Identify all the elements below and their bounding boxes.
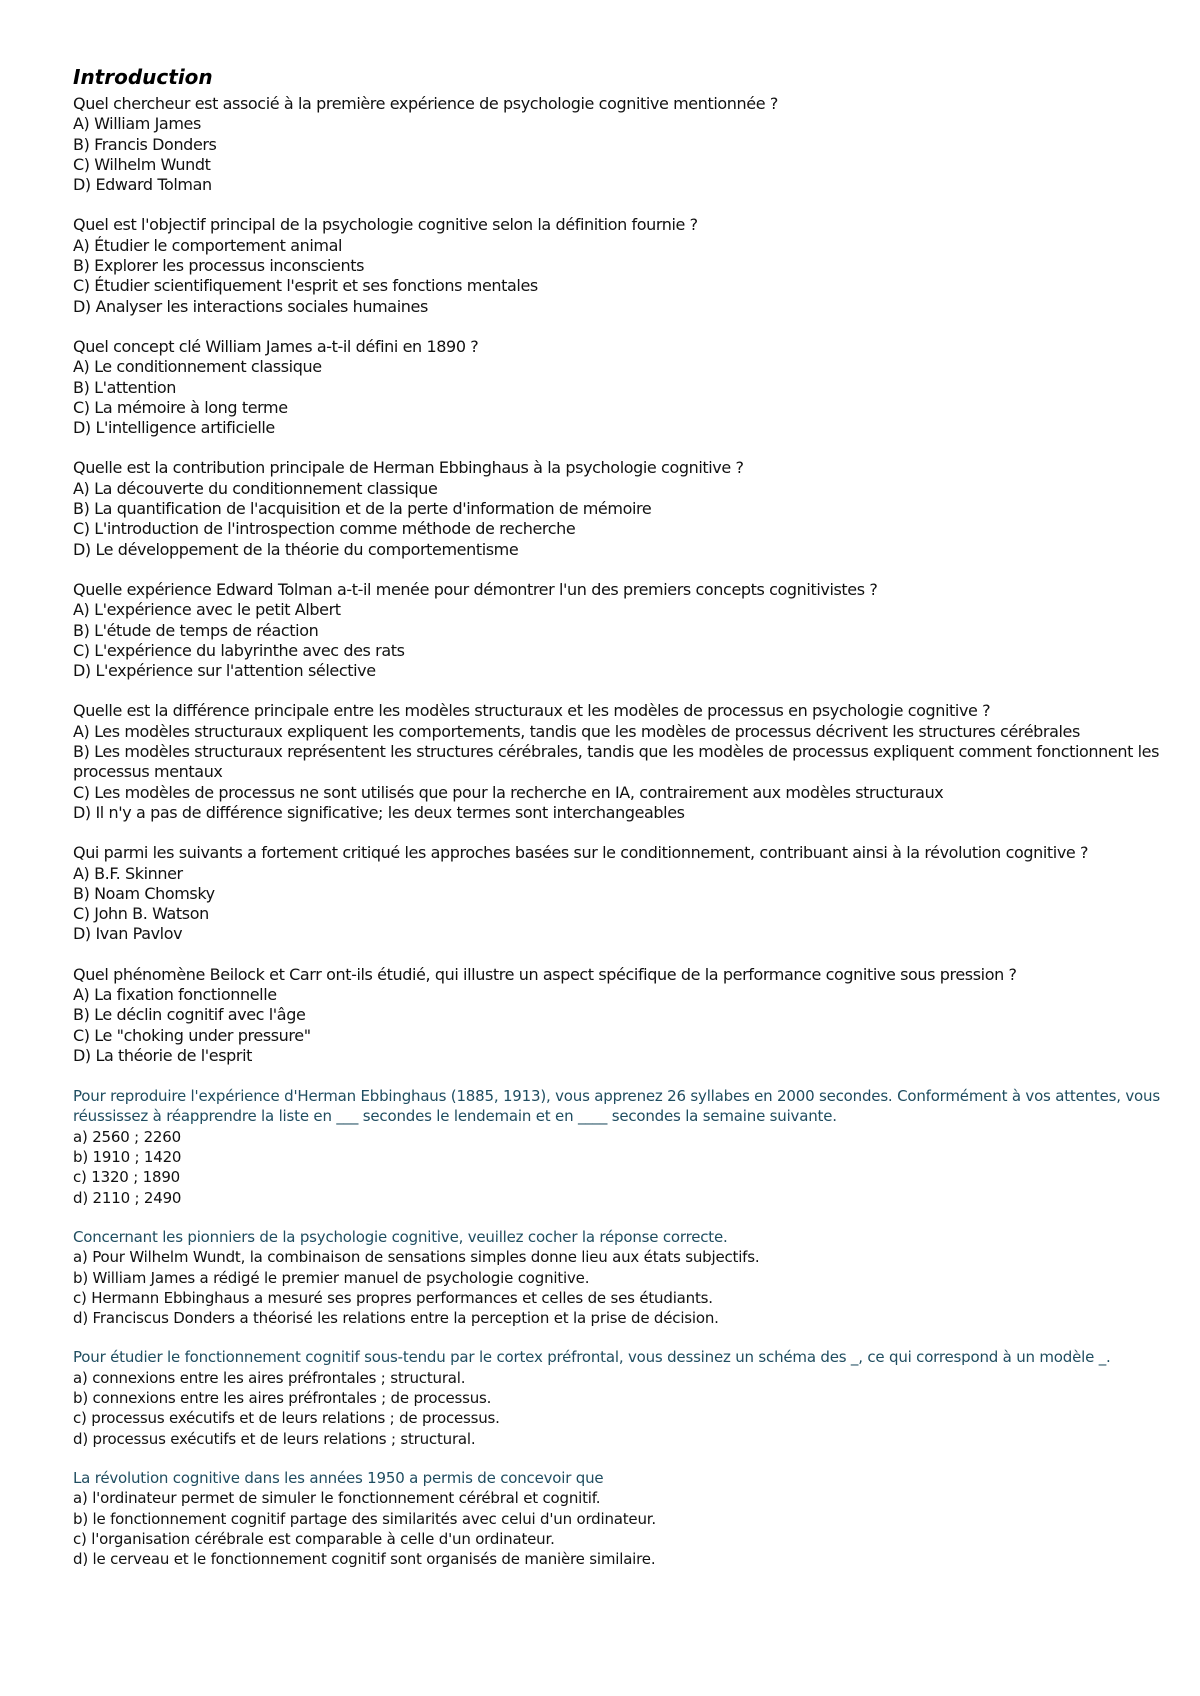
answer-option: C) Le "choking under pressure" [73, 1025, 311, 1045]
answer-option: b) William James a rédigé le premier manuel de psychologie cognitive. [73, 1268, 590, 1287]
answer-option: D) Analyser les interactions sociales humaines [73, 296, 428, 316]
answer-option: d) processus exécutifs et de leurs relations ; structural. [73, 1429, 476, 1448]
question-spacer [73, 1208, 1160, 1227]
answer-option: c) processus exécutifs et de leurs relations ; de processus. [73, 1409, 500, 1428]
answer-option: b) 1910 ; 1420 [73, 1148, 182, 1167]
question-block [73, 1227, 1160, 1328]
answer-option: C) Wilhelm Wundt [73, 154, 211, 174]
answer-option: A) L'expérience avec le petit Albert [73, 600, 341, 620]
answer-option: c) 1320 ; 1890 [73, 1168, 181, 1187]
answer-option: A) La fixation fonctionnelle [73, 984, 277, 1004]
answer-option: B) Francis Donders [73, 134, 217, 154]
answer-option: C) L'expérience du labyrinthe avec des rats [73, 640, 405, 660]
answer-option: a) l'ordinateur permet de simuler le fonctionnement cérébral et cognitif. [73, 1489, 601, 1508]
answer-option: D) L'expérience sur l'attention sélective [73, 661, 376, 681]
question-block [73, 843, 1160, 944]
answer-option: A) La découverte du conditionnement classique [73, 478, 438, 498]
question-spacer [73, 823, 1160, 843]
question-text: Quel est l'objectif principal de la psychologie cognitive selon la définition fournie ? [73, 215, 698, 235]
question-text: Quel phénomène Beilock et Carr ont-ils étudié, qui illustre un aspect spécifique de la performance cognitive sous pression ? [73, 964, 1017, 984]
answer-option: B) Explorer les processus inconscients [73, 256, 365, 276]
answer-option: A) Le conditionnement classique [73, 357, 322, 377]
question-spacer [73, 1066, 1160, 1086]
question-block [73, 458, 1160, 559]
answer-option: D) Ivan Pavlov [73, 924, 183, 944]
answer-option: C) Étudier scientifiquement l'esprit et ses fonctions mentales [73, 276, 538, 296]
answer-option: B) Les modèles structuraux représentent les structures cérébrales, tandis que les modèles de processus expliquent comment fonctionnent les processus mentaux [73, 742, 1160, 782]
answer-option: C) La mémoire à long terme [73, 397, 288, 417]
answer-option: d) 2110 ; 2490 [73, 1188, 182, 1207]
question-block [73, 1347, 1160, 1448]
question-spacer [73, 1449, 1160, 1468]
answer-option: C) L'introduction de l'introspection comme méthode de recherche [73, 519, 576, 539]
question-text: Pour étudier le fonctionnement cognitif sous-tendu par le cortex préfrontal, vous dessinez un schéma des _, ce qui correspond à un modèle _. [73, 1348, 1111, 1367]
answer-option: C) Les modèles de processus ne sont utilisés que pour la recherche en IA, contrairement aux modèles structuraux [73, 782, 944, 802]
question-text: Quelle est la contribution principale de Herman Ebbinghaus à la psychologie cognitive ? [73, 458, 744, 478]
questions-part-2 [73, 1086, 1160, 1588]
question-block [73, 94, 1160, 195]
answer-option: D) Le développement de la théorie du comportementisme [73, 539, 519, 559]
answer-option: B) Le déclin cognitif avec l'âge [73, 1005, 306, 1025]
answer-option: d) Franciscus Donders a théorisé les relations entre la perception et la prise de décision. [73, 1309, 719, 1328]
answer-option: D) La théorie de l'esprit [73, 1045, 253, 1065]
answer-option: B) L'attention [73, 377, 177, 397]
answer-option: A) William James [73, 114, 201, 134]
answer-option: b) connexions entre les aires préfrontales ; de processus. [73, 1389, 492, 1408]
answer-option: a) 2560 ; 2260 [73, 1127, 181, 1146]
question-text: Quel concept clé William James a-t-il défini en 1890 ? [73, 336, 479, 356]
question-block [73, 337, 1160, 438]
question-block [73, 1468, 1160, 1569]
question-spacer [73, 1328, 1160, 1347]
answer-option: B) La quantification de l'acquisition et de la perte d'information de mémoire [73, 499, 652, 519]
answer-option: b) le fonctionnement cognitif partage des similarités avec celui d'un ordinateur. [73, 1509, 656, 1528]
page-title: Introduction [73, 65, 213, 89]
answer-option: A) Étudier le comportement animal [73, 235, 343, 255]
question-block [73, 215, 1160, 316]
answer-option: A) B.F. Skinner [73, 863, 183, 883]
question-spacer [73, 560, 1160, 580]
answer-option: B) L'étude de temps de réaction [73, 620, 319, 640]
answer-option: C) John B. Watson [73, 904, 209, 924]
answer-option: c) Hermann Ebbinghaus a mesuré ses propres performances et celles de ses étudiants. [73, 1288, 713, 1307]
question-text: Quelle expérience Edward Tolman a-t-il menée pour démontrer l'un des premiers concepts cognitivistes ? [73, 579, 878, 599]
questions-part-1 [73, 94, 1160, 1086]
question-text: Concernant les pionniers de la psychologie cognitive, veuillez cocher la réponse correcte. [73, 1227, 728, 1246]
question-spacer [73, 438, 1160, 458]
answer-option: a) connexions entre les aires préfrontales ; structural. [73, 1368, 466, 1387]
question-block [73, 701, 1160, 823]
question-spacer [73, 681, 1160, 701]
answer-option: a) Pour Wilhelm Wundt, la combinaison de sensations simples donne lieu aux états subjectifs. [73, 1248, 760, 1267]
question-text: Qui parmi les suivants a fortement critiqué les approches basées sur le conditionnement, contribuant ainsi à la révolution cognitive ? [73, 843, 1089, 863]
question-spacer [73, 945, 1160, 965]
answer-option: D) Edward Tolman [73, 175, 212, 195]
question-spacer [73, 1569, 1160, 1588]
answer-option: A) Les modèles structuraux expliquent les comportements, tandis que les modèles de processus décrivent les structures cérébrales [73, 721, 1080, 741]
question-text: Quel chercheur est associé à la première expérience de psychologie cognitive mentionnée ? [73, 94, 778, 113]
answer-option: D) L'intelligence artificielle [73, 418, 275, 438]
answer-option: D) Il n'y a pas de différence significative; les deux termes sont interchangeables [73, 802, 685, 822]
question-text: Quelle est la différence principale entre les modèles structuraux et les modèles de processus en psychologie cognitive ? [73, 701, 991, 721]
question-block [73, 580, 1160, 681]
question-spacer [73, 317, 1160, 337]
question-block [73, 965, 1160, 1066]
question-block [73, 1086, 1160, 1208]
question-text: Pour reproduire l'expérience d'Herman Ebbinghaus (1885, 1913), vous apprenez 26 syllabes en 2000 secondes. Conformément à vos attentes, vous réussissez à réapprendre la liste en ___ secondes le lendemain et en ____ secondes la semaine suivante. [73, 1087, 1160, 1126]
question-spacer [73, 195, 1160, 215]
answer-option: B) Noam Chomsky [73, 883, 215, 903]
answer-option: d) le cerveau et le fonctionnement cognitif sont organisés de manière similaire. [73, 1550, 656, 1569]
question-text: La révolution cognitive dans les années 1950 a permis de concevoir que [73, 1468, 604, 1487]
answer-option: c) l'organisation cérébrale est comparable à celle d'un ordinateur. [73, 1529, 555, 1548]
